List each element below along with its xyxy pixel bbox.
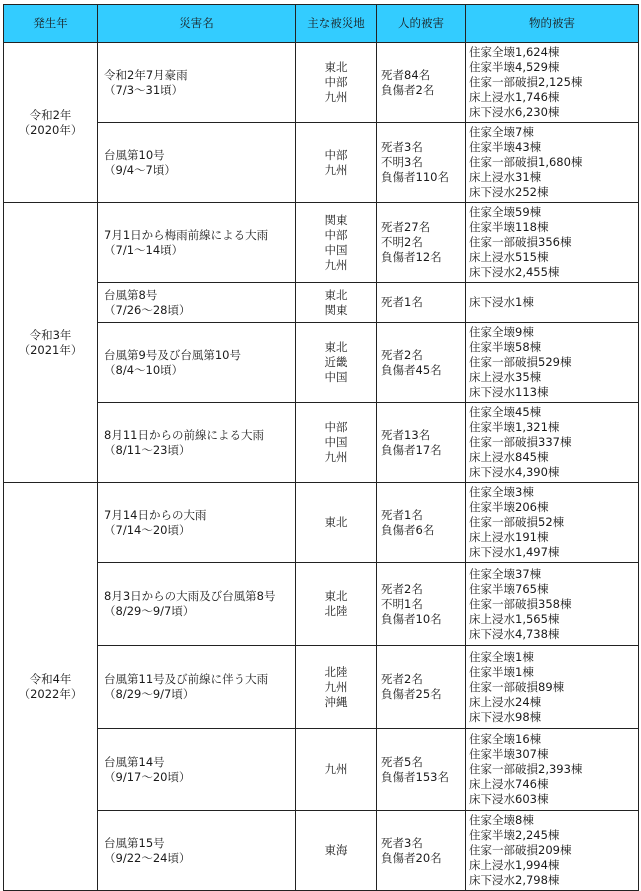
table-row — [4, 483, 639, 563]
physical-damage-cell-line: 床下浸水4,738棟 — [469, 626, 560, 641]
table-row — [4, 123, 639, 203]
disaster-name-cell — [98, 203, 296, 283]
physical-damage-cell-line: 住家半壊765棟 — [469, 581, 549, 596]
area-cell-line: 九州 — [324, 679, 348, 694]
area-cell-line: 中部 — [324, 227, 348, 242]
disaster-name-cell — [98, 323, 296, 403]
area-cell — [296, 811, 377, 891]
human-damage-cell-line: 負傷者153名 — [381, 769, 449, 784]
physical-damage-cell-line: 床上浸水191棟 — [469, 530, 549, 544]
area-cell-line: 関東 — [324, 212, 348, 227]
human-damage-cell — [377, 563, 466, 646]
physical-damage-cell-line: 床下浸水98棟 — [469, 709, 542, 724]
physical-damage-cell-line: 住家一部破損209棟 — [469, 843, 572, 857]
area-cell-line: 九州 — [324, 257, 348, 272]
year-cell-line: （2021年） — [18, 342, 83, 357]
physical-damage-cell-line: 床下浸水1棟 — [469, 295, 534, 309]
disaster-name-cell-line: 台風第8号 — [104, 287, 158, 302]
physical-damage-cell-line: 住家全壊8棟 — [469, 813, 534, 827]
area-cell-line: 北陸 — [324, 604, 348, 618]
area-cell-line: 中部 — [324, 147, 348, 162]
physical-damage-cell-line: 住家一部破損2,125棟 — [469, 75, 583, 89]
table-row — [4, 563, 639, 646]
disaster-name-cell-line: （8/4～10頃） — [104, 362, 184, 377]
human-damage-cell — [377, 323, 466, 403]
physical-damage-cell-line: 住家全壊7棟 — [469, 125, 534, 139]
human-damage-cell-line: 死者3名 — [381, 140, 423, 154]
physical-damage-cell — [466, 283, 639, 323]
table-row — [4, 283, 639, 323]
disaster-name-cell-line: （8/11～23頃） — [104, 442, 191, 457]
area-cell-line: 東北 — [324, 60, 348, 74]
header-physical-damage: 物的被害 — [466, 5, 639, 43]
physical-damage-cell-line: 住家半壊4,529棟 — [469, 60, 560, 74]
area-cell — [296, 123, 377, 203]
disaster-name-cell-line: 7月14日からの大雨 — [104, 507, 207, 522]
area-cell — [296, 203, 377, 283]
physical-damage-cell — [466, 811, 639, 891]
human-damage-cell-line: 死者5名 — [381, 754, 423, 769]
area-cell — [296, 403, 377, 483]
physical-damage-cell-line: 住家一部破損337棟 — [469, 435, 572, 449]
physical-damage-cell-line: 床上浸水35棟 — [469, 370, 542, 384]
disaster-name-cell-line: （9/17～20頃） — [104, 769, 191, 784]
area-cell — [296, 729, 377, 811]
area-cell-line: 中国 — [324, 242, 348, 257]
human-damage-cell — [377, 283, 466, 323]
physical-damage-cell-line: 床上浸水1,565棟 — [469, 611, 560, 626]
physical-damage-cell-line: 床下浸水252棟 — [469, 185, 549, 199]
human-damage-cell-line: 死者3名 — [381, 835, 423, 850]
area-cell-line: 東北 — [324, 287, 348, 302]
header-human-damage: 人的被害 — [377, 5, 466, 43]
human-damage-cell — [377, 646, 466, 729]
year-cell-line: 令和3年 — [29, 327, 72, 342]
year-cell-line: 令和2年 — [29, 107, 72, 122]
physical-damage-cell-line: 住家半壊43棟 — [469, 140, 542, 154]
disaster-name-cell-line: 台風第10号 — [104, 147, 165, 162]
human-damage-cell-line: 死者2名 — [381, 672, 423, 686]
disaster-name-cell-line: 台風第15号 — [104, 835, 165, 850]
disaster-name-cell — [98, 729, 296, 811]
area-cell-line: 九州 — [324, 162, 348, 177]
disaster-name-cell — [98, 811, 296, 891]
disaster-name-cell-line: 令和2年7月豪雨 — [104, 67, 188, 82]
table-row — [4, 811, 639, 891]
human-damage-cell-line: 負傷者25名 — [381, 687, 442, 701]
human-damage-cell-line: 負傷者6名 — [381, 522, 435, 537]
physical-damage-cell-line: 住家一部破損89棟 — [469, 679, 565, 694]
area-cell — [296, 283, 377, 323]
physical-damage-cell-line: 住家一部破損2,393棟 — [469, 762, 583, 776]
disaster-name-cell-line: 台風第14号 — [104, 754, 165, 769]
area-cell — [296, 323, 377, 403]
disaster-name-cell-line: （7/14～20頃） — [104, 522, 191, 537]
physical-damage-cell-line: 床上浸水1,746棟 — [469, 90, 560, 104]
disaster-name-cell-line: （9/22～24頃） — [104, 850, 191, 865]
table-row — [4, 43, 639, 123]
physical-damage-cell-line: 住家半壊206棟 — [469, 500, 549, 514]
physical-damage-cell — [466, 563, 639, 646]
area-cell — [296, 563, 377, 646]
human-damage-cell-line: 死者84名 — [381, 67, 431, 82]
human-damage-cell-line: 死者1名 — [381, 507, 423, 522]
table-row — [4, 323, 639, 403]
physical-damage-cell-line: 住家半壊307棟 — [469, 747, 549, 761]
human-damage-cell — [377, 483, 466, 563]
physical-damage-cell-line: 住家一部破損356棟 — [469, 235, 572, 249]
disaster-name-cell-line: （8/29～9/7頃） — [104, 604, 195, 618]
human-damage-cell-line: 死者2名 — [381, 581, 423, 596]
area-cell-line: 九州 — [324, 762, 348, 776]
human-damage-cell-line: 負傷者2名 — [381, 82, 435, 97]
physical-damage-cell-line: 住家全壊3棟 — [469, 485, 534, 499]
human-damage-cell — [377, 123, 466, 203]
disaster-name-cell-line: （7/3～31頃） — [104, 82, 184, 97]
physical-damage-cell-line: 床上浸水24棟 — [469, 694, 542, 709]
physical-damage-cell-line: 床下浸水2,798棟 — [469, 873, 560, 887]
human-damage-cell-line: 負傷者12名 — [381, 250, 442, 264]
disaster-name-cell — [98, 563, 296, 646]
disaster-table — [3, 4, 639, 891]
human-damage-cell — [377, 811, 466, 891]
human-damage-cell-line: 負傷者17名 — [381, 442, 442, 457]
area-cell-line: 沖縄 — [324, 694, 348, 709]
area-cell-line: 東海 — [324, 843, 348, 857]
table-row — [4, 646, 639, 729]
human-damage-cell — [377, 203, 466, 283]
physical-damage-cell-line: 床上浸水1,994棟 — [469, 858, 560, 872]
human-damage-cell — [377, 403, 466, 483]
table-row — [4, 729, 639, 811]
area-cell-line: 北陸 — [324, 664, 348, 679]
area-cell-line: 中部 — [324, 75, 348, 89]
physical-damage-cell-line: 住家半壊1,321棟 — [469, 420, 560, 434]
area-cell — [296, 43, 377, 123]
disaster-name-cell-line: 台風第11号及び前線に伴う大雨 — [104, 672, 269, 686]
disaster-name-cell-line: 8月11日からの前線による大雨 — [104, 427, 264, 442]
disaster-name-cell-line: （9/4～7頃） — [104, 162, 176, 177]
year-cell-line: （2020年） — [18, 122, 83, 137]
physical-damage-cell-line: 住家半壊1棟 — [469, 664, 534, 679]
disaster-name-cell — [98, 43, 296, 123]
header-disaster-name: 災害名 — [98, 5, 296, 43]
human-damage-cell-line: 死者1名 — [381, 295, 423, 309]
disaster-name-cell-line: 台風第9号及び台風第10号 — [104, 347, 241, 362]
disaster-name-cell-line: （7/1～14頃） — [104, 242, 184, 257]
area-cell — [296, 646, 377, 729]
disaster-name-cell-line: （7/26～28頃） — [104, 302, 191, 317]
physical-damage-cell — [466, 646, 639, 729]
human-damage-cell — [377, 729, 466, 811]
physical-damage-cell-line: 住家全壊59棟 — [469, 205, 542, 219]
physical-damage-cell — [466, 43, 639, 123]
area-cell-line: 九州 — [324, 450, 348, 464]
year-cell — [4, 483, 98, 891]
physical-damage-cell — [466, 323, 639, 403]
area-cell-line: 東北 — [324, 589, 348, 603]
physical-damage-cell — [466, 483, 639, 563]
header-main-area: 主な被災地 — [296, 5, 377, 43]
disaster-name-cell — [98, 483, 296, 563]
area-cell-line: 東北 — [324, 340, 348, 354]
disaster-name-cell-line: 7月1日から梅雨前線による大雨 — [104, 227, 269, 242]
human-damage-cell — [377, 43, 466, 123]
human-damage-cell-line: 不明1名 — [381, 596, 423, 611]
physical-damage-cell-line: 住家一部破損1,680棟 — [469, 155, 583, 169]
table-body — [4, 43, 639, 891]
physical-damage-cell-line: 住家一部破損529棟 — [469, 355, 572, 369]
header-row — [4, 5, 639, 43]
physical-damage-cell-line: 床上浸水31棟 — [469, 170, 542, 184]
human-damage-cell-line: 死者2名 — [381, 347, 423, 362]
physical-damage-cell-line: 住家半壊2,245棟 — [469, 828, 560, 842]
year-cell-line: 令和4年 — [29, 671, 72, 686]
area-cell-line: 中部 — [324, 420, 348, 434]
area-cell-line: 関東 — [324, 302, 348, 317]
header-year: 発生年 — [4, 5, 98, 43]
human-damage-cell-line: 死者13名 — [381, 427, 431, 442]
area-cell — [296, 483, 377, 563]
physical-damage-cell-line: 住家全壊37棟 — [469, 566, 542, 581]
area-cell-line: 東北 — [324, 515, 348, 529]
physical-damage-cell-line: 床下浸水6,230棟 — [469, 105, 560, 119]
human-damage-cell-line: 負傷者110名 — [381, 170, 449, 184]
disaster-name-cell — [98, 283, 296, 323]
table-row — [4, 203, 639, 283]
physical-damage-cell-line: 床上浸水515棟 — [469, 250, 549, 264]
physical-damage-cell — [466, 203, 639, 283]
area-cell-line: 九州 — [324, 90, 348, 104]
area-cell-line: 近畿 — [324, 355, 348, 369]
physical-damage-cell-line: 住家一部破損358棟 — [469, 596, 572, 611]
year-cell — [4, 203, 98, 483]
physical-damage-cell-line: 住家全壊1,624棟 — [469, 45, 560, 59]
physical-damage-cell — [466, 403, 639, 483]
physical-damage-cell-line: 住家半壊118棟 — [469, 220, 549, 234]
physical-damage-cell — [466, 123, 639, 203]
physical-damage-cell-line: 住家全壊16棟 — [469, 732, 542, 746]
human-damage-cell-line: 死者27名 — [381, 220, 431, 234]
physical-damage-cell — [466, 729, 639, 811]
physical-damage-cell-line: 住家一部破損52棟 — [469, 515, 565, 529]
physical-damage-cell-line: 床上浸水746棟 — [469, 777, 549, 791]
human-damage-cell-line: 負傷者20名 — [381, 850, 442, 865]
physical-damage-cell-line: 床下浸水603棟 — [469, 792, 549, 806]
physical-damage-cell-line: 床下浸水1,497棟 — [469, 545, 560, 559]
physical-damage-cell-line: 住家全壊9棟 — [469, 325, 534, 339]
physical-damage-cell-line: 床上浸水845棟 — [469, 450, 549, 464]
disaster-name-cell-line: （8/29～9/7頃） — [104, 687, 195, 701]
area-cell-line: 中国 — [324, 370, 348, 384]
physical-damage-cell-line: 床下浸水2,455棟 — [469, 265, 560, 279]
table-row — [4, 403, 639, 483]
year-cell — [4, 43, 98, 203]
year-cell-line: （2022年） — [18, 686, 83, 701]
disaster-name-cell — [98, 646, 296, 729]
physical-damage-cell-line: 住家全壊1棟 — [469, 649, 534, 664]
human-damage-cell-line: 負傷者10名 — [381, 611, 442, 626]
disaster-name-cell — [98, 123, 296, 203]
disaster-name-cell — [98, 403, 296, 483]
human-damage-cell-line: 不明2名 — [381, 235, 423, 249]
area-cell-line: 中国 — [324, 435, 348, 449]
physical-damage-cell-line: 住家半壊58棟 — [469, 340, 542, 354]
human-damage-cell-line: 不明3名 — [381, 155, 423, 169]
disaster-name-cell-line: 8月3日からの大雨及び台風第8号 — [104, 589, 276, 603]
physical-damage-cell-line: 床下浸水113棟 — [469, 385, 549, 399]
physical-damage-cell-line: 床下浸水4,390棟 — [469, 465, 560, 479]
human-damage-cell-line: 負傷者45名 — [381, 362, 442, 377]
physical-damage-cell-line: 住家全壊45棟 — [469, 405, 542, 419]
